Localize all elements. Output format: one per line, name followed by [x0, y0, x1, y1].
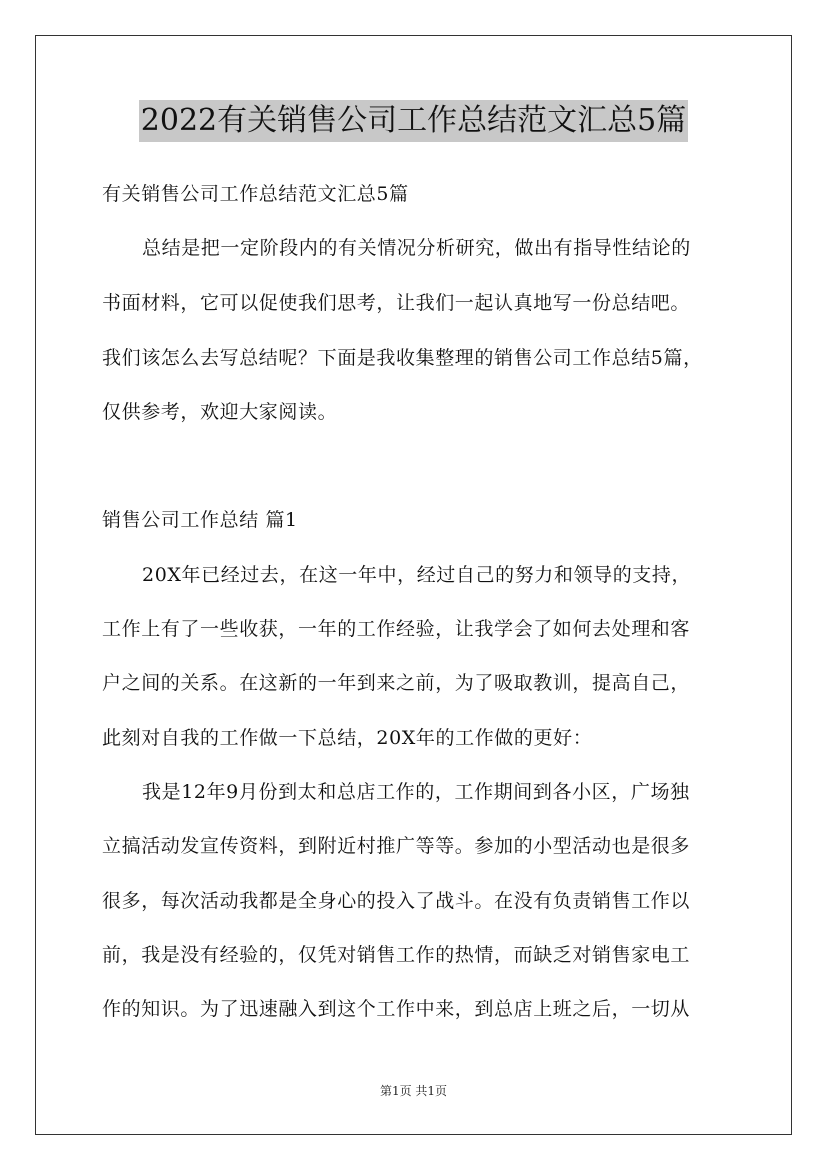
document-subtitle: 有关销售公司工作总结范文汇总5篇	[102, 183, 409, 205]
document-title: 2022有关销售公司工作总结范文汇总5篇	[139, 100, 688, 142]
section-heading: 销售公司工作总结 篇1	[102, 509, 298, 531]
intro-line: 书面材料，它可以促使我们思考，让我们一起认真地写一份总结吧。	[102, 292, 691, 314]
intro-line: 我们该怎么去写总结呢？下面是我收集整理的销售公司工作总结5篇，	[102, 347, 703, 369]
paragraph-line: 很多，每次活动我都是全身心的投入了战斗。在没有负责销售工作以	[102, 890, 691, 912]
paragraph-line: 前，我是没有经验的，仅凭对销售工作的热情，而缺乏对销售家电工	[102, 944, 691, 966]
intro-line: 仅供参考，欢迎大家阅读。	[102, 401, 338, 423]
paragraph-line: 20X年已经过去，在这一年中，经过自己的努力和领导的支持，	[142, 564, 692, 586]
paragraph-line: 此刻对自我的工作做一下总结，20X年的工作做的更好：	[102, 727, 593, 749]
paragraph-line: 作的知识。为了迅速融入到这个工作中来，到总店上班之后，一切从	[102, 998, 691, 1020]
paragraph-line: 我是12年9月份到太和总店工作的，工作期间到各小区，广场独	[142, 781, 690, 803]
page-footer: 第1页 共1页	[379, 1084, 448, 1098]
title-container	[0, 100, 827, 142]
intro-line: 总结是把一定阶段内的有关情况分析研究，做出有指导性结论的	[142, 237, 691, 259]
paragraph-line: 工作上有了一些收获，一年的工作经验，让我学会了如何去处理和客	[102, 618, 691, 640]
paragraph-line: 户之间的关系。在这新的一年到来之前，为了吸取教训，提高自己，	[102, 672, 691, 694]
paragraph-line: 立搞活动发宣传资料，到附近村推广等等。参加的小型活动也是很多	[102, 835, 691, 857]
